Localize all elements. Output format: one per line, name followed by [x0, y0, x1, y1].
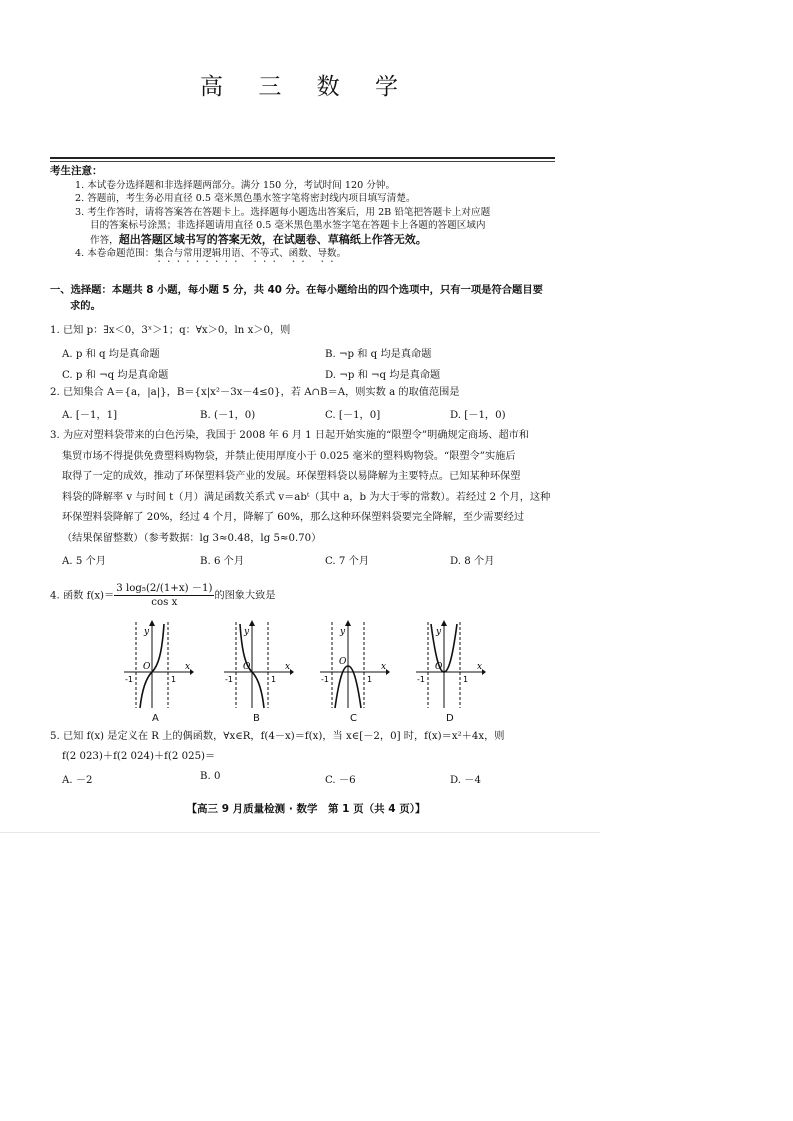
notice-item-1: 1. 本试卷分选择题和非选择题两部分。满分 150 分，考试时间 120 分钟。	[75, 179, 396, 191]
q3-option-d: D. 8 个月	[450, 556, 495, 567]
notice-item-3-cont: 目的答案标号涂黑；非选择题请用直径 0.5 毫米黑色墨水签字笔在答题卡上各题的答题区域内	[90, 220, 486, 231]
notice-item-3-end: 作答，超出答题区域书写的答案无效，在试题卷、草稿纸上作答无效。	[90, 232, 427, 246]
question-3-stem: 3. 为应对塑料袋带来的白色污染，我国于 2008 年 6 月 1 日起开始实施的“限塑令”明确规定商场、超市和 集贸市场不得提供免费塑料购物袋，并禁止使用厚度小于 0.025 毫米的塑料购物袋。“限塑令”实施后 取得了一定的成效，推动了环保塑料袋产业的发展。环保塑料袋以易降解为主要特点。已知某种环保塑 料袋的降解率 v 与时间 t（月）满足函数关系式 v＝abᵗ（其中 a，b 为大于零的常数）。若经过 2 个月，这种 环保塑料袋降解了 20%，经过 4 个月，降解了 60%，那么这种环保塑料袋要完全降解，至少需要经过 （结果保留整数）（参考数据：lg 3≈0.48，lg 5≈0.70）	[50, 430, 551, 544]
q2-option-d: D. [－1，0)	[450, 410, 506, 421]
exam-notice	[50, 165, 570, 265]
notice-scope: 集合与常用逻辑用语、不等式、函数、导数。	[154, 248, 347, 259]
question-4-stem: 4. 函数 f(x)＝ $\frac{\text{3 log₅(2/(1+x) －1)}}{\text{cos x}}$ 的图象大致是	[50, 583, 276, 608]
question-1-stem: 1. 已知 p：∃x＜0，3ˣ＞1；q：∀x＞0，ln x＞0，则	[50, 325, 291, 336]
graph-b-origin: O	[243, 662, 251, 672]
notice-heading: 考生注意：	[50, 165, 103, 177]
notice-item-3: 3. 考生作答时，请将答案答在答题卡上。选择题每小题选出答案后，用 2B 铅笔把答题卡上对应题	[75, 206, 491, 218]
q5-option-c: C. －6	[325, 775, 356, 786]
q4-graph-c-label: C	[350, 713, 357, 724]
graph-c-y-label: y	[340, 627, 346, 637]
graph-b-x-label: x	[285, 662, 291, 672]
q1-option-c: C. p 和 ¬q 均是真命题	[62, 370, 169, 381]
graph-b-y-label: y	[244, 627, 250, 637]
header-rule-thick	[50, 157, 555, 159]
q1-option-b: B. ¬p 和 q 均是真命题	[325, 349, 432, 360]
graph-c-neg-label: -1	[321, 675, 329, 684]
q3-option-a: A. 5 个月	[62, 556, 106, 567]
q1-option-d: D. ¬p 和 ¬q 均是真命题	[325, 370, 441, 381]
page-title: 高 三 数 学	[200, 74, 412, 100]
graph-d-pos-label: 1	[463, 675, 469, 684]
graph-d-y-label: y	[436, 627, 442, 637]
page-edge-line	[0, 832, 600, 833]
graph-d-origin: O	[435, 662, 443, 672]
q4-graph-d-label: D	[446, 713, 454, 724]
q2-option-a: A. [－1，1]	[62, 410, 118, 421]
graph-a-y-label: y	[144, 627, 150, 637]
q5-option-a: A. －2	[62, 775, 93, 786]
notice-item-2: 2. 答题前，考生务必用直径 0.5 毫米黑色墨水签字笔将密封线内项目填写清楚。	[75, 193, 416, 204]
graph-a-x-label: x	[185, 662, 191, 672]
header-rule-thin	[50, 161, 555, 162]
q2-option-c: C. [－1，0]	[325, 410, 381, 421]
q4-graph-a	[122, 620, 194, 710]
q3-option-b: B. 6 个月	[200, 556, 245, 567]
question-5-stem: 5. 已知 f(x) 是定义在 R 上的偶函数，∀x∈R，f(4－x)＝f(x)，当 x∈[－2，0] 时，f(x)＝x²＋4x，则 f(2 023)＋f(2 024)＋f(2 025)＝	[50, 731, 505, 762]
q2-option-b: B. (－1，0)	[200, 410, 256, 421]
page-footer: 【高三 9 月质量检测 · 数学 第 1 页（共 4 页）】	[186, 803, 426, 815]
graph-a-pos-label: 1	[171, 675, 177, 684]
graph-a-neg-label: -1	[125, 675, 133, 684]
graph-b-neg-label: -1	[225, 675, 233, 684]
graph-c-pos-label: 1	[367, 675, 373, 684]
q5-option-b: B. 0	[200, 771, 221, 782]
q4-graph-d	[414, 620, 486, 710]
q4-graph-b-label: B	[253, 713, 260, 724]
question-2-stem: 2. 已知集合 A＝{a，|a|}，B＝{x|x²－3x－4≤0}，若 A∩B＝A，则实数 a 的取值范围是	[50, 387, 460, 398]
graph-c-x-label: x	[381, 662, 387, 672]
q1-option-a: A. p 和 q 均是真命题	[62, 349, 160, 360]
notice-emphasis: 超出答题区域书写的答案无效，在试题卷、草稿纸上作答无效。	[118, 232, 427, 246]
q4-function-fraction: $\frac{\text{3 log₅(2/(1+x) －1)}}{\text{cos x}}$	[116, 583, 213, 608]
q4-graph-a-label: A	[152, 713, 159, 724]
q4-graph-b	[222, 620, 294, 710]
q5-option-d: D. －4	[450, 775, 481, 786]
graph-a-origin: O	[143, 662, 151, 672]
graph-d-x-label: x	[477, 662, 483, 672]
graph-b-pos-label: 1	[271, 675, 277, 684]
graph-d-neg-label: -1	[417, 675, 425, 684]
graph-c-origin: O	[339, 657, 347, 667]
q4-graph-c	[318, 620, 390, 710]
section-heading: 一、选择题：本题共 8 小题，每小题 5 分，共 40 分。在每小题给出的四个选项中，只有一项是符合题目要 求的。	[50, 284, 543, 312]
q3-option-c: C. 7 个月	[325, 556, 370, 567]
notice-item-4: 4. 本卷命题范围：集合与常用逻辑用语、不等式、函数、导数。	[75, 248, 347, 259]
